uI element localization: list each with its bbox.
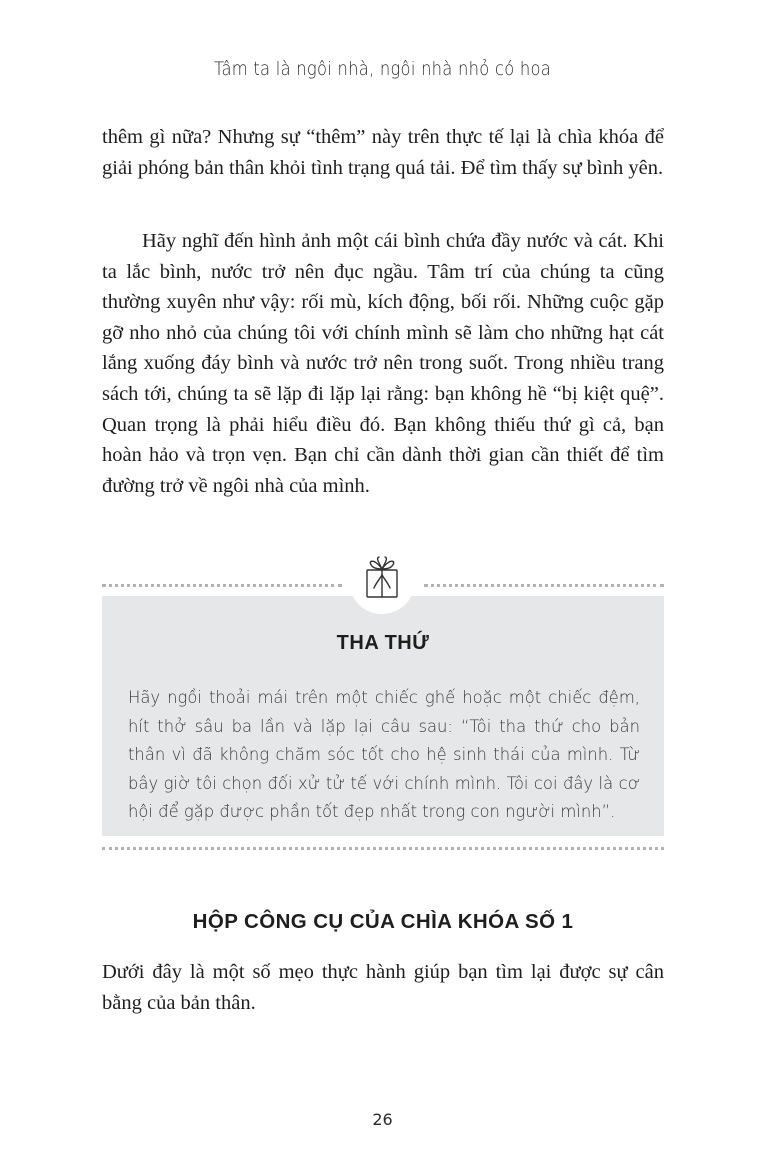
- dotted-divider-top-right: [424, 584, 664, 587]
- section-paragraph: Dưới đây là một số mẹo thực hành giúp bạn tìm lại được sự cân bằng của bản thân.: [102, 961, 664, 1014]
- box-title: THA THỨ: [336, 632, 430, 654]
- running-header: Tâm ta là ngôi nhà, ngôi nhà nhỏ có hoa: [213, 58, 552, 80]
- section-title: HỘP CÔNG CỤ CỦA CHÌA KHÓA SỐ 1: [192, 910, 574, 933]
- dotted-divider-top-left: [102, 584, 342, 587]
- body-paragraph-1: thêm gì nữa? Nhưng sự “thêm” này trên thực tế lại là chìa khóa để giải phóng bản thân khỏi tình trạng quá tải. Để tìm thấy sự bình yên.: [102, 126, 664, 179]
- body-paragraph-2: Hãy nghĩ đến hình ảnh một cái bình chứa đầy nước và cát. Khi ta lắc bình, nước trở nên đục ngầu. Tâm trí của chúng ta cũng thường xuyên như vậy: rối mù, kích động, bối rối. Những cuộc gặp gỡ nho nhỏ của chúng tôi với chính mình sẽ làm cho những hạt cát lắng xuống đáy bình và nước trở nên trong suốt. Trong nhiều trang sách tới, chúng ta sẽ lặp đi lặp lại rằng: bạn không hề “bị kiệt quệ”. Quan trọng là phải hiểu điều đó. Bạn không thiếu thứ gì cả, bạn hoàn hảo và trọn vẹn. Bạn chỉ cần dành thời gian cần thiết để tìm đường trở về ngôi nhà của mình.: [102, 230, 664, 497]
- page-number: 26: [372, 1110, 393, 1129]
- box-text: Hãy ngồi thoải mái trên một chiếc ghế hoặc một chiếc đệm, hít thở sâu ba lần và lặp lại câu sau: “Tôi tha thứ cho bản thân vì đã không chăm sóc tốt cho hệ sinh thái của mình. Từ bây giờ tôi chọn đối xử tử tế với chính mình. Tôi coi đây là cơ hội để gặp được phần tốt đẹp nhất trong con người mình”.: [128, 688, 640, 822]
- gift-icon: [362, 553, 402, 601]
- dotted-divider-bottom: [102, 847, 664, 850]
